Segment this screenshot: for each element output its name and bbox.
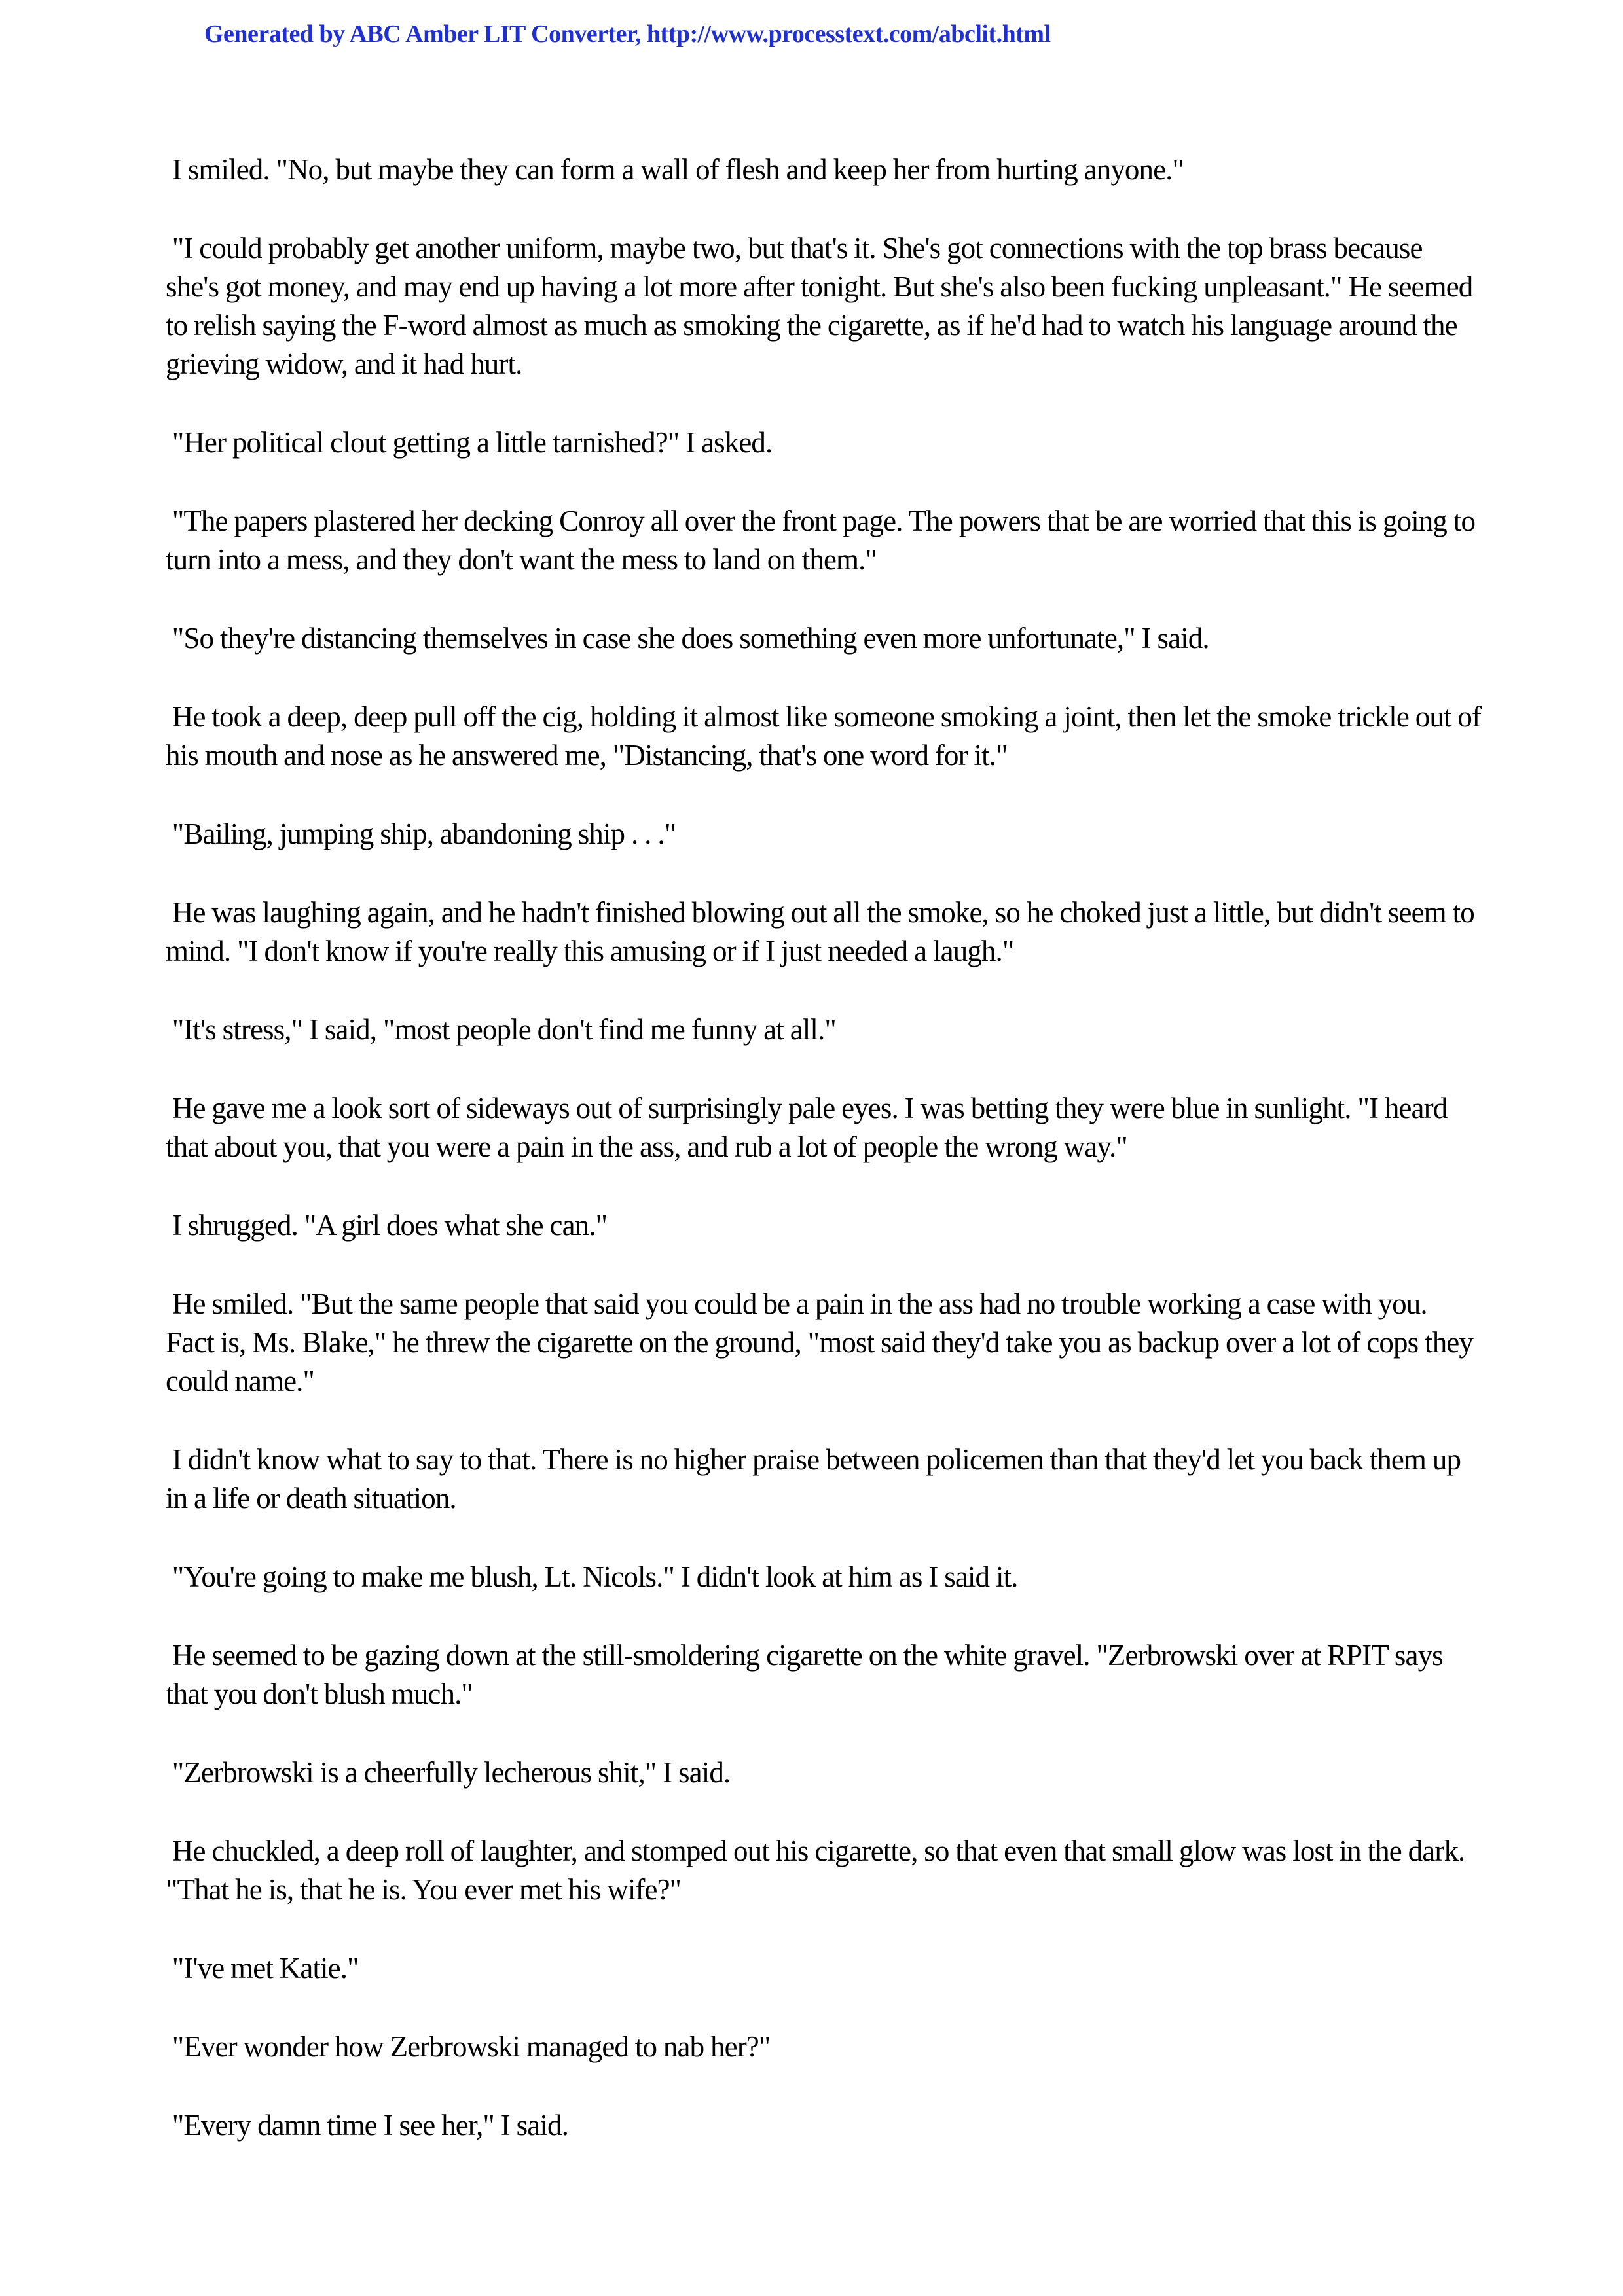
paragraph: He seemed to be gazing down at the still-smoldering cigarette on the white gravel. "Zerbrowski over at RPIT says that you don't blush much."	[166, 1639, 1450, 1710]
paragraph: "Ever wonder how Zerbrowski managed to nab her?"	[166, 2030, 771, 2063]
paragraph: "I've met Katie."	[166, 1952, 359, 1984]
paragraph: He gave me a look sort of sideways out of surprisingly pale eyes. I was betting they were blue in sunlight. "I heard that about you, that you were a pain in the ass, and rub a lot of people the wrong way."	[166, 1092, 1454, 1163]
paragraph: "Zerbrowski is a cheerfully lecherous shit," I said.	[166, 1756, 731, 1789]
paragraph: "It's stress," I said, "most people don't find me funny at all."	[166, 1013, 836, 1046]
paragraph: "So they're distancing themselves in case she does something even more unfortunate," I said.	[166, 622, 1209, 655]
paragraph: "Every damn time I see her," I said.	[166, 2109, 568, 2142]
paragraph: I smiled. "No, but maybe they can form a wall of flesh and keep her from hurting anyone."	[166, 153, 1184, 186]
paragraph: I didn't know what to say to that. There is no higher praise between policemen than that they'd let you back them up in a life or death situation.	[166, 1443, 1467, 1515]
paragraph: He smiled. "But the same people that said you could be a pain in the ass had no trouble working a case with you. Fact is, Ms. Blake," he threw the cigarette on the ground, "most said they'd take you as backup over a lot of cops they could name."	[166, 1287, 1480, 1397]
paragraph: "You're going to make me blush, Lt. Nicols." I didn't look at him as I said it.	[166, 1560, 1018, 1593]
converter-header: Generated by ABC Amber LIT Converter, http://www.processtext.com/abclit.html	[204, 20, 1051, 48]
paragraph: "Her political clout getting a little tarnished?" I asked.	[166, 426, 773, 459]
paragraph: "Bailing, jumping ship, abandoning ship . . ."	[166, 817, 676, 850]
paragraph: He was laughing again, and he hadn't finished blowing out all the smoke, so he choked just a little, but didn't seem to mind. "I don't know if you're really this amusing or if I just needed a laugh."	[166, 896, 1481, 967]
paragraph: He took a deep, deep pull off the cig, holding it almost like someone smoking a joint, then let the smoke trickle out of his mouth and nose as he answered me, "Distancing, that's one word for it."	[166, 700, 1487, 772]
paragraph: He chuckled, a deep roll of laughter, and stomped out his cigarette, so that even that small glow was lost in the dark. "That he is, that he is. You ever met his wife?"	[166, 1835, 1472, 1906]
paragraph: "I could probably get another uniform, maybe two, but that's it. She's got connections with the top brass because she's got money, and may end up having a lot more after tonight. But she's also been fucking unpleasant." He seemed to relish saying the F-word almost as much as smoking the cigarette, as if he'd had to watch his language around the grieving widow, and it had hurt.	[166, 232, 1480, 380]
paragraph: "The papers plastered her decking Conroy all over the front page. The powers that be are worried that this is going to turn into a mess, and they don't want the mess to land on them."	[166, 505, 1482, 576]
page-body	[166, 151, 1487, 2185]
paragraph: I shrugged. "A girl does what she can."	[166, 1209, 608, 1242]
